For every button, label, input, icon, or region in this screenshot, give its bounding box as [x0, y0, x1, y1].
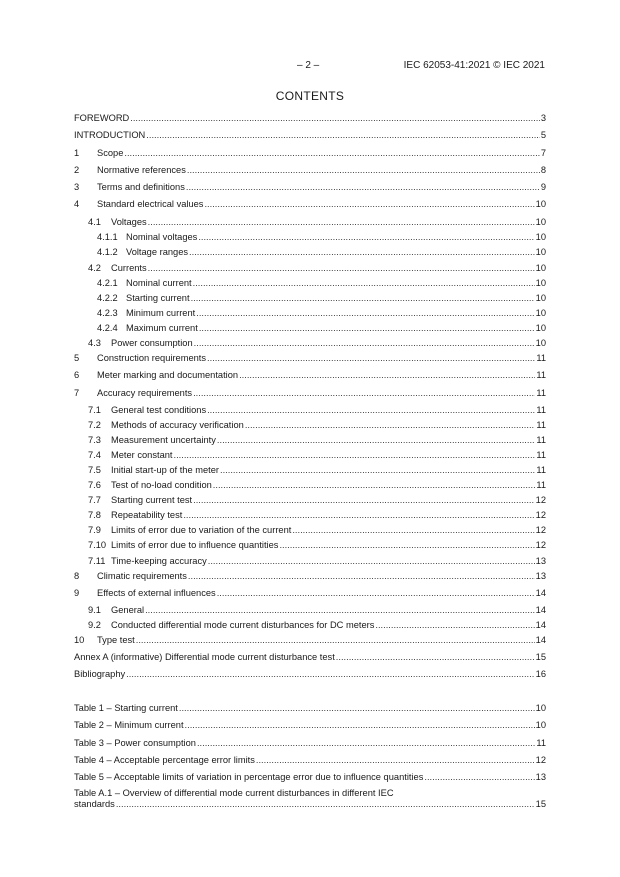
- toc-section-number: 4.2.1: [97, 278, 118, 288]
- dot-leader: [336, 651, 535, 664]
- toc-title: Limits of error due to variation of the current: [111, 525, 292, 535]
- dot-leader: [207, 352, 535, 365]
- dot-leader: [193, 387, 535, 400]
- toc-title: Table 2 – Minimum current: [74, 720, 184, 730]
- toc-page-number: 12: [535, 755, 546, 765]
- toc-title: Climatic requirements: [97, 571, 187, 581]
- toc-title: Starting current: [126, 293, 190, 303]
- toc-section-number: 4.2.3: [97, 308, 118, 318]
- toc-page-number: 9: [540, 182, 546, 192]
- toc-title: Minimum current: [126, 308, 196, 318]
- toc-page-number: 3: [540, 113, 546, 123]
- toc-entry-9-2[interactable]: [74, 619, 546, 632]
- toc-page-number: 10: [535, 217, 546, 227]
- toc-page-number: 10: [535, 199, 546, 209]
- toc-entry-4-2-1[interactable]: [74, 277, 546, 290]
- toc-entry-foreword[interactable]: [74, 112, 546, 125]
- toc-title: Currents: [111, 263, 147, 273]
- page-number: – 2 –: [297, 60, 320, 71]
- toc-page-number: 11: [536, 353, 546, 363]
- toc-entry-4-2-4[interactable]: [74, 322, 546, 335]
- toc-title: Standard electrical values: [97, 199, 204, 209]
- toc-section-number: 7.11: [88, 556, 106, 566]
- toc-entry-7-4[interactable]: [74, 449, 546, 462]
- toc-entry-7-1[interactable]: [74, 404, 546, 417]
- toc-entry-7-3[interactable]: [74, 434, 546, 447]
- toc-entry-table-2[interactable]: [74, 719, 546, 732]
- dot-leader: [196, 307, 534, 320]
- toc-page-number: 10: [535, 247, 546, 257]
- toc-entry-table-1[interactable]: [74, 702, 546, 715]
- toc-page-number: 11: [536, 420, 546, 430]
- toc-entry-4-1-2[interactable]: [74, 246, 546, 259]
- toc-section-number: 7.10: [88, 540, 107, 550]
- toc-entry-4[interactable]: [74, 198, 546, 211]
- dot-leader: [279, 539, 534, 552]
- dot-leader: [174, 449, 536, 462]
- dot-leader: [217, 587, 535, 600]
- toc-section-number: 4.1.2: [97, 247, 118, 257]
- page-header: [0, 60, 620, 74]
- dot-leader: [213, 479, 536, 492]
- toc-page-number: 14: [535, 635, 546, 645]
- toc-title: Table 4 – Acceptable percentage error limits: [74, 755, 255, 765]
- toc-entry-4-2-2[interactable]: [74, 292, 546, 305]
- toc-title: Limits of error due to influence quantities: [111, 540, 279, 550]
- dot-leader: [146, 129, 540, 142]
- toc-title: Time-keeping accuracy: [111, 556, 207, 566]
- toc-section-number: 4.2.4: [97, 323, 118, 333]
- toc-entry-2[interactable]: [74, 164, 546, 177]
- toc-entry-4-2-3[interactable]: [74, 307, 546, 320]
- dot-leader: [130, 112, 540, 125]
- dot-leader: [186, 181, 540, 194]
- toc-title: Measurement uncertainty: [111, 435, 216, 445]
- dot-leader: [207, 404, 535, 417]
- toc-section-number: 7.8: [88, 510, 101, 520]
- dot-leader: [187, 164, 540, 177]
- toc-section-number: 7.4: [88, 450, 101, 460]
- toc-title: Terms and definitions: [97, 182, 185, 192]
- dot-leader: [256, 754, 535, 767]
- toc-entry-bibliography[interactable]: [74, 668, 546, 681]
- dot-leader: [220, 464, 535, 477]
- toc-title: Initial start-up of the meter: [111, 465, 219, 475]
- dot-leader: [292, 524, 534, 537]
- toc-title: Normative references: [97, 165, 186, 175]
- toc-page-number: 13: [535, 556, 546, 566]
- dot-leader: [239, 369, 535, 382]
- toc-entry-4-2[interactable]: [74, 262, 546, 275]
- toc-entry-table-5[interactable]: [74, 771, 546, 784]
- toc-entry-6[interactable]: [74, 369, 546, 382]
- toc-entry-5[interactable]: [74, 352, 546, 365]
- dot-leader: [179, 702, 535, 715]
- toc-page-number: 10: [535, 720, 546, 730]
- toc-title: Test of no-load condition: [111, 480, 212, 490]
- toc-entry-7-7[interactable]: [74, 494, 546, 507]
- toc-entry-annex[interactable]: [74, 651, 546, 664]
- toc-title: Voltage ranges: [126, 247, 189, 257]
- toc-page-number: 14: [535, 588, 546, 598]
- toc-title: Meter constant: [111, 450, 173, 460]
- dot-leader: [197, 737, 535, 750]
- toc-entry-introduction[interactable]: [74, 129, 546, 142]
- toc-entry-7-11[interactable]: [74, 555, 546, 568]
- toc-title: Construction requirements: [97, 353, 207, 363]
- toc-title: FOREWORD: [74, 113, 130, 123]
- document-reference: IEC 62053-41:2021 © IEC 2021: [403, 60, 545, 71]
- toc-section-number: 4.2: [88, 263, 101, 273]
- dot-leader: [245, 419, 536, 432]
- toc-title: Table A.1 – Overview of differential mode current disturbances in different IEC: [74, 788, 394, 798]
- toc-entry-7-9[interactable]: [74, 524, 546, 537]
- toc-page-number: 13: [535, 772, 546, 782]
- toc-page-number: 12: [535, 525, 546, 535]
- toc-page-number: 7: [540, 148, 546, 158]
- toc-page-number: 15: [535, 652, 546, 662]
- toc-page-number: 11: [536, 450, 546, 460]
- dot-leader: [191, 292, 535, 305]
- toc-page-number: 12: [535, 495, 546, 505]
- toc-entry-7-6[interactable]: [74, 479, 546, 492]
- dot-leader: [145, 604, 535, 617]
- toc-title-continuation: [74, 799, 546, 810]
- toc-page-number: 11: [536, 465, 546, 475]
- toc-section-number: 1: [74, 148, 80, 158]
- toc-title: INTRODUCTION: [74, 130, 146, 140]
- toc-title: Accuracy requirements: [97, 388, 193, 398]
- toc-section-number: 7.9: [88, 525, 101, 535]
- toc-entry-7-10[interactable]: [74, 539, 546, 552]
- dot-leader: [148, 216, 535, 229]
- dot-leader: [136, 634, 535, 647]
- toc-entry-10[interactable]: [74, 634, 546, 647]
- toc-section-number: 5: [74, 353, 80, 363]
- toc-entry-4-1-1[interactable]: [74, 231, 546, 244]
- toc-section-number: 7.3: [88, 435, 101, 445]
- toc-entry-7-8[interactable]: [74, 509, 546, 522]
- toc-page-number: 10: [535, 293, 546, 303]
- contents-heading: CONTENTS: [275, 89, 345, 103]
- toc-title: Nominal voltages: [126, 232, 198, 242]
- toc-section-number: 8: [74, 571, 80, 581]
- toc-section-number: 4: [74, 199, 80, 209]
- dot-leader: [204, 198, 534, 211]
- toc-title: Starting current test: [111, 495, 193, 505]
- toc-entry-4-3[interactable]: [74, 337, 546, 350]
- toc-page-number: 10: [535, 338, 546, 348]
- toc-page-number: 12: [535, 540, 546, 550]
- toc-title: Meter marking and documentation: [97, 370, 239, 380]
- toc-title: Power consumption: [111, 338, 193, 348]
- toc-section-number: 3: [74, 182, 80, 192]
- dot-leader: [189, 246, 535, 259]
- toc-section-number: 7.5: [88, 465, 101, 475]
- dot-leader: [188, 570, 535, 583]
- dot-leader: [124, 147, 539, 160]
- toc-title: Scope: [97, 148, 124, 158]
- toc-page-number: 5: [540, 130, 546, 140]
- toc-page-number: 16: [535, 669, 546, 679]
- toc-section-number: 4.1.1: [97, 232, 118, 242]
- toc-title: Maximum current: [126, 323, 198, 333]
- toc-title: Table 3 – Power consumption: [74, 738, 196, 748]
- toc-title: Voltages: [111, 217, 147, 227]
- toc-section-number: 7.7: [88, 495, 101, 505]
- toc-section-number: 7.6: [88, 480, 101, 490]
- toc-section-number: 9: [74, 588, 80, 598]
- toc-page-number: 10: [535, 263, 546, 273]
- toc-page-number: 11: [536, 405, 546, 415]
- dot-leader: [194, 337, 535, 350]
- toc-entry-7[interactable]: [74, 387, 546, 400]
- toc-section-number: 9.2: [88, 620, 101, 630]
- dot-leader: [198, 231, 534, 244]
- dot-leader: [148, 262, 535, 275]
- toc-title: General: [111, 605, 145, 615]
- toc-title: Repeatability test: [111, 510, 183, 520]
- toc-page-number: 14: [535, 605, 546, 615]
- dot-leader: [116, 799, 535, 810]
- toc-section-number: 6: [74, 370, 80, 380]
- toc-title: Table 5 – Acceptable limits of variation in percentage error due to influence quantities: [74, 772, 424, 782]
- toc-page-number: 11: [536, 388, 546, 398]
- toc-page-number: 15: [535, 799, 546, 809]
- dot-leader: [193, 494, 535, 507]
- toc-page-number: 11: [536, 480, 546, 490]
- toc-entry-table-a1[interactable]: [74, 788, 546, 810]
- toc-entry-table-3[interactable]: [74, 737, 546, 750]
- toc-title: Bibliography: [74, 669, 126, 679]
- dot-leader: [424, 771, 534, 784]
- toc-entry-8[interactable]: [74, 570, 546, 583]
- toc-section-number: 4.1: [88, 217, 101, 227]
- dot-leader: [199, 322, 535, 335]
- dot-leader: [375, 619, 534, 632]
- toc-entry-9-1[interactable]: [74, 604, 546, 617]
- dot-leader: [217, 434, 535, 447]
- toc-title: Type test: [97, 635, 135, 645]
- dot-leader: [208, 555, 535, 568]
- dot-leader: [193, 277, 535, 290]
- toc-entry-3[interactable]: [74, 181, 546, 194]
- toc-section-number: 9.1: [88, 605, 101, 615]
- toc-page-number: 10: [535, 308, 546, 318]
- toc-title: General test conditions: [111, 405, 207, 415]
- toc-page-number: 11: [536, 435, 546, 445]
- dot-leader: [183, 509, 534, 522]
- dot-leader: [185, 719, 535, 732]
- dot-leader: [126, 668, 534, 681]
- toc-page-number: 11: [536, 738, 546, 748]
- toc-section-number: 2: [74, 165, 80, 175]
- toc-title: Methods of accuracy verification: [111, 420, 244, 430]
- toc-title: Effects of external influences: [97, 588, 216, 598]
- toc-page-number: 13: [535, 571, 546, 581]
- toc-entry-4-1[interactable]: [74, 216, 546, 229]
- toc-page-number: 11: [536, 370, 546, 380]
- toc-section-number: 4.2.2: [97, 293, 118, 303]
- toc-section-number: 10: [74, 635, 85, 645]
- toc-title: Nominal current: [126, 278, 192, 288]
- toc-page-number: 10: [535, 232, 546, 242]
- toc-page-number: 10: [535, 323, 546, 333]
- toc-page-number: 14: [535, 620, 546, 630]
- toc-entry-7-2[interactable]: [74, 419, 546, 432]
- toc-page-number: 12: [535, 510, 546, 520]
- toc-section-number: 4.3: [88, 338, 101, 348]
- toc-title: Table 1 – Starting current: [74, 703, 178, 713]
- toc-page-number: 10: [535, 278, 546, 288]
- toc-section-number: 7: [74, 388, 80, 398]
- toc-entry-9[interactable]: [74, 587, 546, 600]
- toc-entry-table-4[interactable]: [74, 754, 546, 767]
- toc-entry-7-5[interactable]: [74, 464, 546, 477]
- toc-title: standards: [74, 799, 115, 809]
- toc-title: Annex A (informative) Differential mode current disturbance test: [74, 652, 335, 662]
- toc-title: Conducted differential mode current disturbances for DC meters: [111, 620, 375, 630]
- toc-section-number: 7.2: [88, 420, 101, 430]
- toc-section-number: 7.1: [88, 405, 101, 415]
- toc-entry-1[interactable]: [74, 147, 546, 160]
- toc-page-number: 10: [535, 703, 546, 713]
- toc-page-number: 8: [540, 165, 546, 175]
